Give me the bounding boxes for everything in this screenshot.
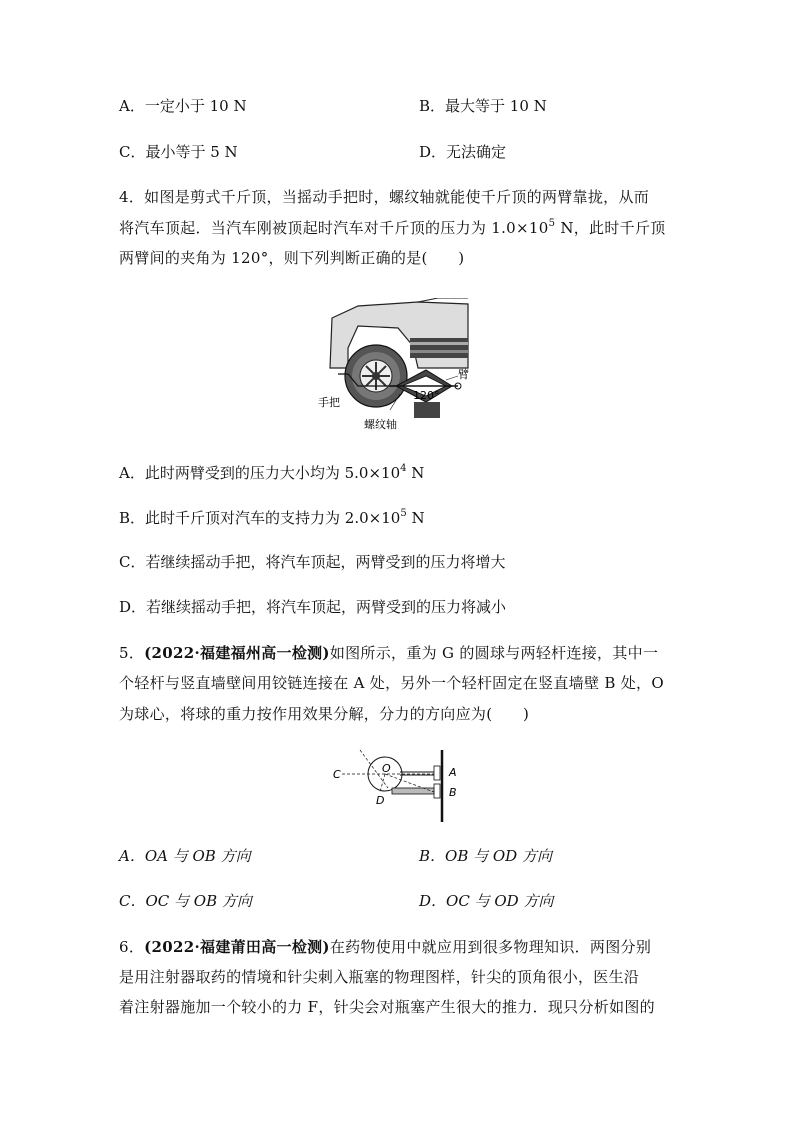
jack-screw-label: 螺纹轴 [364, 418, 397, 431]
q3-option-b: B．最大等于 10 N [419, 97, 547, 115]
jack-handle-label: 手把 [318, 396, 340, 409]
q4-stem-line1: 4．如图是剪式千斤顶，当摇动手把时，螺纹轴就能使千斤顶的两臂靠拢，从而 [119, 188, 650, 206]
point-o-label: O [382, 762, 391, 775]
q4-stem-line3: 两臂间的夹角为 120°，则下列判断正确的是( ) [119, 249, 465, 267]
q5-source: (2022·福建福州高一检测) [144, 644, 330, 662]
q6-stem-line3: 着注射器施加一个较小的力 F，针尖会对瓶塞产生很大的推力．现只分析如图的 [119, 998, 655, 1016]
q6-source: (2022·福建莆田高一检测) [144, 938, 330, 956]
point-d-label: D [376, 794, 385, 807]
q5-option-a: A．OA 与 OB 方向 [119, 847, 251, 865]
q3-option-a: A．一定小于 10 N [119, 97, 247, 115]
q4-exponent: 5 [548, 218, 556, 229]
q3-option-d: D．无法确定 [419, 143, 507, 161]
q5-option-d: D．OC 与 OD 方向 [419, 892, 554, 910]
q5-stem-line2: 个轻杆与竖直墙壁间用铰链连接在 A 处，另外一个轻杆固定在竖直墙壁 B 处，O [119, 674, 664, 692]
jack-arm-label: 臂 [458, 368, 469, 381]
q5-option-b: B．OB 与 OD 方向 [419, 847, 552, 865]
scissor-jack-figure [318, 298, 478, 434]
q4-option-b: B．此时千斤顶对汽车的支持力为 $2.0\times 10^5$ N [119, 508, 425, 527]
q3-option-c: C．最小等于 5 N [119, 143, 238, 161]
point-c-label: C [333, 768, 341, 781]
q6-stem-line2: 是用注射器取药的情境和针尖刺入瓶塞的物理图样，针尖的顶角很小，医生沿 [119, 968, 640, 986]
point-b-label: B [449, 786, 457, 799]
point-a-label: A [449, 766, 457, 779]
q6-stem-line1: 6．(2022·福建莆田高一检测)在药物使用中就应用到很多物理知识．两图分别 [119, 938, 652, 956]
q4-stem-line2: 将汽车顶起．当汽车刚被顶起时汽车对千斤顶的压力为 $1.0\times 10^5$ N，此时千斤顶 [119, 218, 666, 237]
ball-rods-figure [330, 748, 460, 824]
q5-option-c: C．OC 与 OB 方向 [119, 892, 252, 910]
jack-angle-label: 120° [413, 389, 440, 402]
q5-stem-line3: 为球心，将球的重力按作用效果分解，分力的方向应为( ) [119, 705, 530, 723]
q4-option-d: D．若继续摇动手把，将汽车顶起，两臂受到的压力将减小 [119, 598, 507, 616]
q5-stem-line1: 5．(2022·福建福州高一检测)如图所示，重为 G 的圆球与两轻杆连接，其中一 [119, 644, 659, 662]
q4-option-c: C．若继续摇动手把，将汽车顶起，两臂受到的压力将增大 [119, 553, 506, 571]
q4-option-a: A．此时两臂受到的压力大小均为 $5.0\times 10^4$ N [119, 463, 425, 482]
